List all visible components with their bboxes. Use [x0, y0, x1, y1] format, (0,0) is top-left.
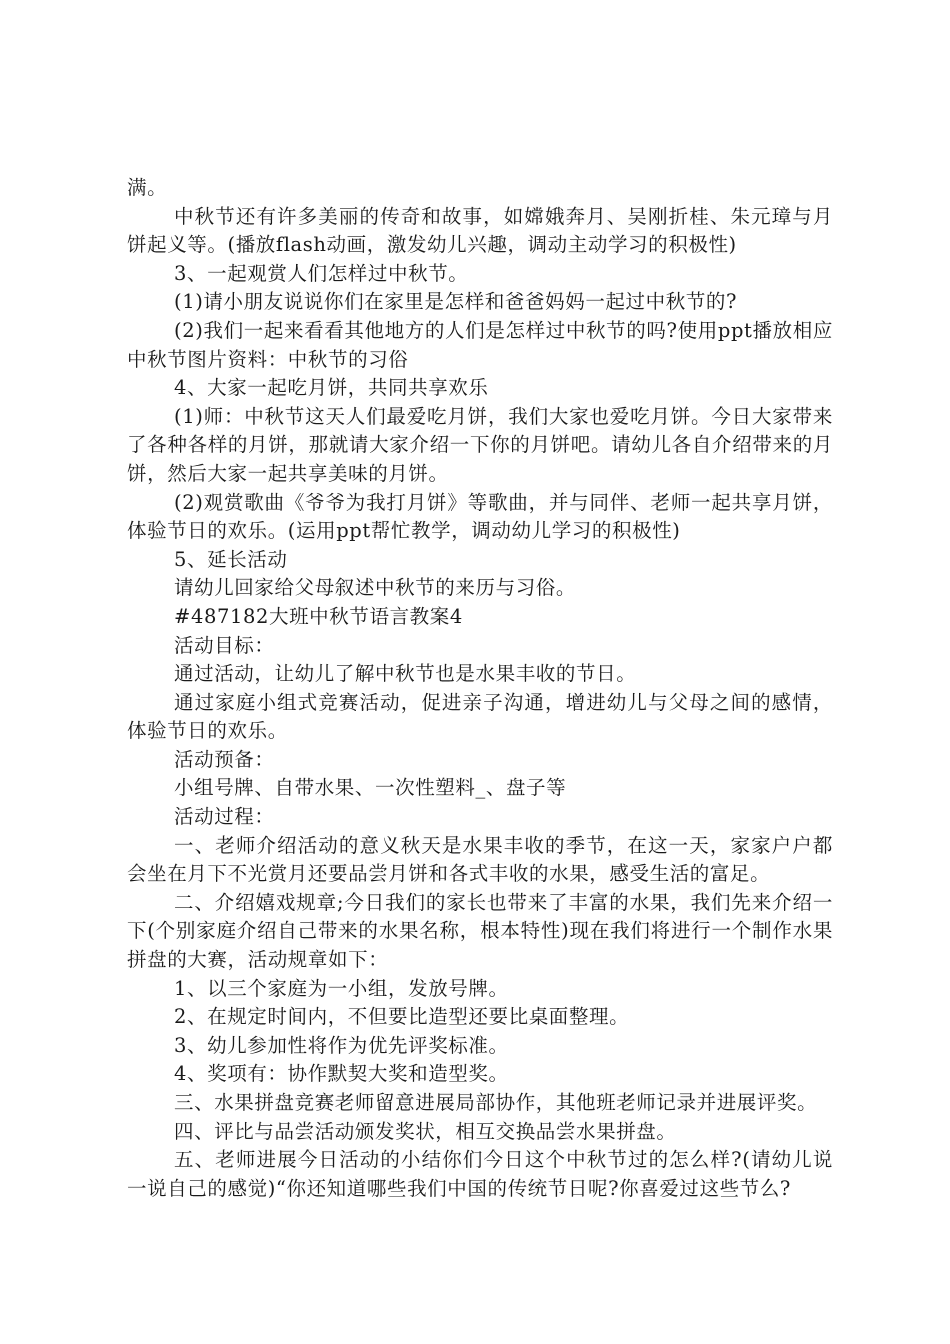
paragraph: 二、介绍嬉戏规章;今日我们的家长也带来了丰富的水果，我们先来介绍一下(个别家庭介绍自己带来的水果名称，根本特性)现在我们将进行一个制作水果拼盘的大赛，活动规章如下：	[127, 890, 833, 972]
list-item: 1、以三个家庭为一小组，发放号牌。	[174, 976, 509, 1000]
paragraph: 小组号牌、自带水果、一次性塑料_、盘子等	[174, 776, 567, 800]
section-heading: #487182大班中秋节语言教案4	[174, 604, 463, 628]
paragraph: 中秋节还有许多美丽的传奇和故事，如嫦娥奔月、吴刚折桂、朱元璋与月饼起义等。(播放flash动画，激发幼儿兴趣，调动主动学习的积极性)	[127, 204, 833, 257]
paragraph: 四、评比与品尝活动颁发奖状，相互交换品尝水果拼盘。	[174, 1119, 677, 1143]
paragraph: 满。	[127, 176, 168, 199]
paragraph: (2)观赏歌曲《爷爷为我打月饼》等歌曲，并与同伴、老师一起共享月饼，体验节日的欢乐。(运用ppt帮忙教学，调动幼儿学习的积极性)	[127, 490, 833, 543]
paragraph: (1)请小朋友说说你们在家里是怎样和爸爸妈妈一起过中秋节的?	[174, 290, 738, 314]
list-item: 2、在规定时间内，不但要比造型还要比桌面整理。	[174, 1005, 630, 1029]
list-item: 4、奖项有：协作默契大奖和造型奖。	[174, 1062, 509, 1086]
paragraph: (2)我们一起来看看其他地方的人们是怎样过中秋节的吗?使用ppt播放相应中秋节图片资料：中秋节的习俗	[127, 318, 833, 371]
paragraph: 通过家庭小组式竞赛活动，促进亲子沟通，增进幼儿与父母之间的感情，体验节日的欢乐。	[127, 690, 833, 743]
subheading: 活动目标：	[174, 633, 275, 657]
document-body	[127, 174, 833, 1203]
list-item: 3、幼儿参加性将作为优先评奖标准。	[174, 1033, 509, 1057]
paragraph: 通过活动，让幼儿了解中秋节也是水果丰收的节日。	[174, 662, 637, 686]
paragraph: (1)师：中秋节这天人们最爱吃月饼，我们大家也爱吃月饼。今日大家带来了各种各样的月饼，那就请大家介绍一下你的月饼吧。请幼儿各自介绍带来的月饼，然后大家一起共享美味的月饼。	[127, 404, 833, 485]
paragraph: 三、水果拼盘竞赛老师留意进展局部协作，其他班老师记录并进展评奖。	[174, 1091, 818, 1114]
paragraph: 请幼儿回家给父母叙述中秋节的来历与习俗。	[174, 576, 577, 600]
paragraph: 5、延长活动	[174, 547, 288, 571]
paragraph: 4、大家一起吃月饼，共同共享欢乐	[174, 376, 489, 400]
subheading: 活动过程：	[174, 805, 275, 829]
paragraph: 3、一起观赏人们怎样过中秋节。	[174, 261, 469, 285]
paragraph: 一、老师介绍活动的意义秋天是水果丰收的季节，在这一天，家家户户都会坐在月下不光赏月还要品尝月饼和各式丰收的水果，感受生活的富足。	[127, 833, 833, 886]
subheading: 活动预备：	[174, 747, 275, 771]
paragraph: 五、老师进展今日活动的小结你们今日这个中秋节过的怎么样?(请幼儿说一说自己的感觉)“你还知道哪些我们中国的传统节日呢?你喜爱过这些节么?	[127, 1148, 833, 1200]
